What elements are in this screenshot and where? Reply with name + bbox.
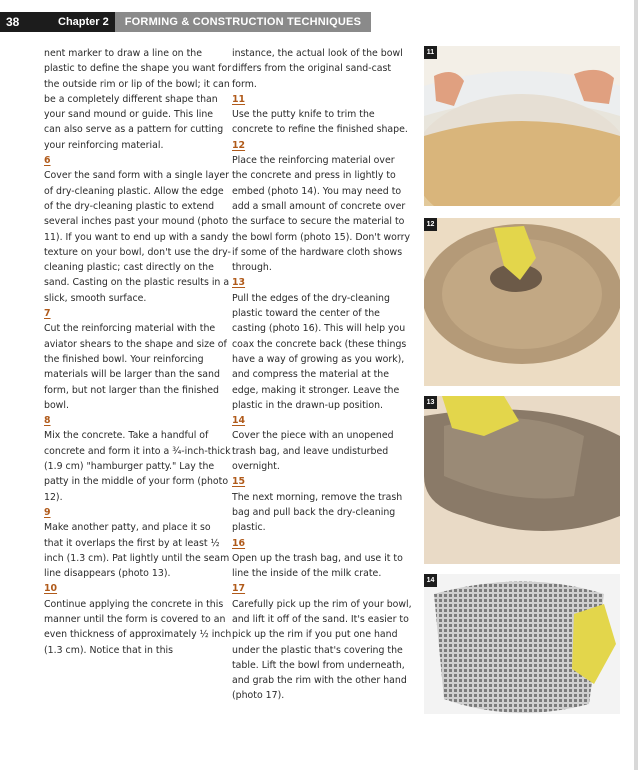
step-number: 6 — [44, 155, 51, 167]
photo-12 — [424, 218, 620, 386]
step-number: 11 — [232, 93, 246, 105]
photo-13-label: 13 — [424, 396, 437, 409]
step-number: 14 — [232, 415, 246, 427]
paragraph: Mix the concrete. Take a handful of concrete and form it into a ¾-inch-thick (1.9 cm) "hamburger patty." Lay the patty in the middle of your form (photo 12). — [44, 430, 231, 503]
paragraph: Cut the reinforcing material with the aviator shears to the shape and size of the finished bowl. Your reinforcing materials will be larger than the sand form, but not larger than the finished bowl. — [44, 323, 227, 411]
text-column-middle — [232, 46, 412, 704]
step-number: 12 — [232, 139, 246, 151]
photo-13-image — [424, 396, 620, 564]
photo-12-label: 12 — [424, 218, 437, 231]
photo-13 — [424, 396, 620, 564]
paragraph: nent marker to draw a line on the plastic to define the shape you want for the outside rim or lip of the bowl; it can be a completely different shape than your sand mound or guide. This line can also serve as a pattern for cutting your reinforcing material. — [44, 48, 232, 151]
photo-14-image — [424, 574, 620, 714]
paragraph: The next morning, remove the trash bag and pull back the dry-cleaning plastic. — [232, 491, 403, 534]
paragraph: Place the reinforcing material over the concrete and press in lightly to embed (photo 14). You may need to add a small amount of concrete over the surface to secure the material to the bowl form (photo 15). Don't worry if some of the hardware cloth shows through. — [232, 155, 410, 274]
photo-11-image — [424, 46, 620, 206]
chapter-label: Chapter 2 — [40, 12, 115, 32]
step-number: 13 — [232, 277, 246, 289]
photo-14 — [424, 574, 620, 714]
step-number: 7 — [44, 308, 51, 320]
paragraph: Carefully pick up the rim of your bowl, and lift it off of the sand. It's easier to pick up the rim if you put one hand under the plastic that's covering the table. Lift the bowl from underneath, and grab the rim with the other hand (photo 17). — [232, 598, 412, 702]
photo-11 — [424, 46, 620, 206]
paragraph: Cover the sand form with a single layer of dry-cleaning plastic. Allow the edge of the dry-cleaning plastic to extend several inches past your mound (photo 11). If you want to end up with a sandy texture on your bowl, don't use the dry-cleaning plastic; cast directly on the sand. Casting on the plastic results in a slick, smooth surface. — [44, 170, 231, 304]
text-column-left — [44, 46, 232, 658]
step-number: 17 — [232, 583, 246, 595]
photo-11-label: 11 — [424, 46, 437, 59]
step-number: 10 — [44, 583, 58, 595]
step-number: 8 — [44, 415, 51, 427]
paragraph: Cover the piece with an unopened trash bag, and leave undisturbed overnight. — [232, 430, 394, 473]
paragraph: Use the putty knife to trim the concrete to refine the finished shape. — [232, 109, 408, 136]
chapter-title: FORMING & CONSTRUCTION TECHNIQUES — [115, 12, 371, 32]
paragraph: Open up the trash bag, and use it to line the inside of the milk crate. — [232, 552, 403, 580]
paragraph: Make another patty, and place it so that it overlaps the first by at least ½ inch (1.3 cm). Pat lightly until the seam line disappears (photo 13). — [44, 522, 230, 580]
photo-14-label: 14 — [424, 574, 437, 587]
paragraph: instance, the actual look of the bowl differs from the original sand-cast form. — [232, 48, 403, 90]
paragraph: Continue applying the concrete in this manner until the form is covered to an even thickness of approximately ½ inch (1.3 cm). Notice that in this — [44, 598, 232, 656]
page-edge — [634, 0, 638, 770]
step-number: 9 — [44, 506, 51, 518]
step-number: 16 — [232, 537, 246, 549]
photo-12-image — [424, 218, 620, 386]
running-header — [0, 12, 371, 32]
page-number: 38 — [0, 12, 40, 32]
paragraph: Pull the edges of the dry-cleaning plastic toward the center of the casting (photo 16). This will help you coax the concrete back (these things have a way of growing as you work), and compress the material at the edge, making it stronger. Leave the plastic in the drawn-up position. — [232, 292, 407, 411]
step-number: 15 — [232, 476, 246, 488]
